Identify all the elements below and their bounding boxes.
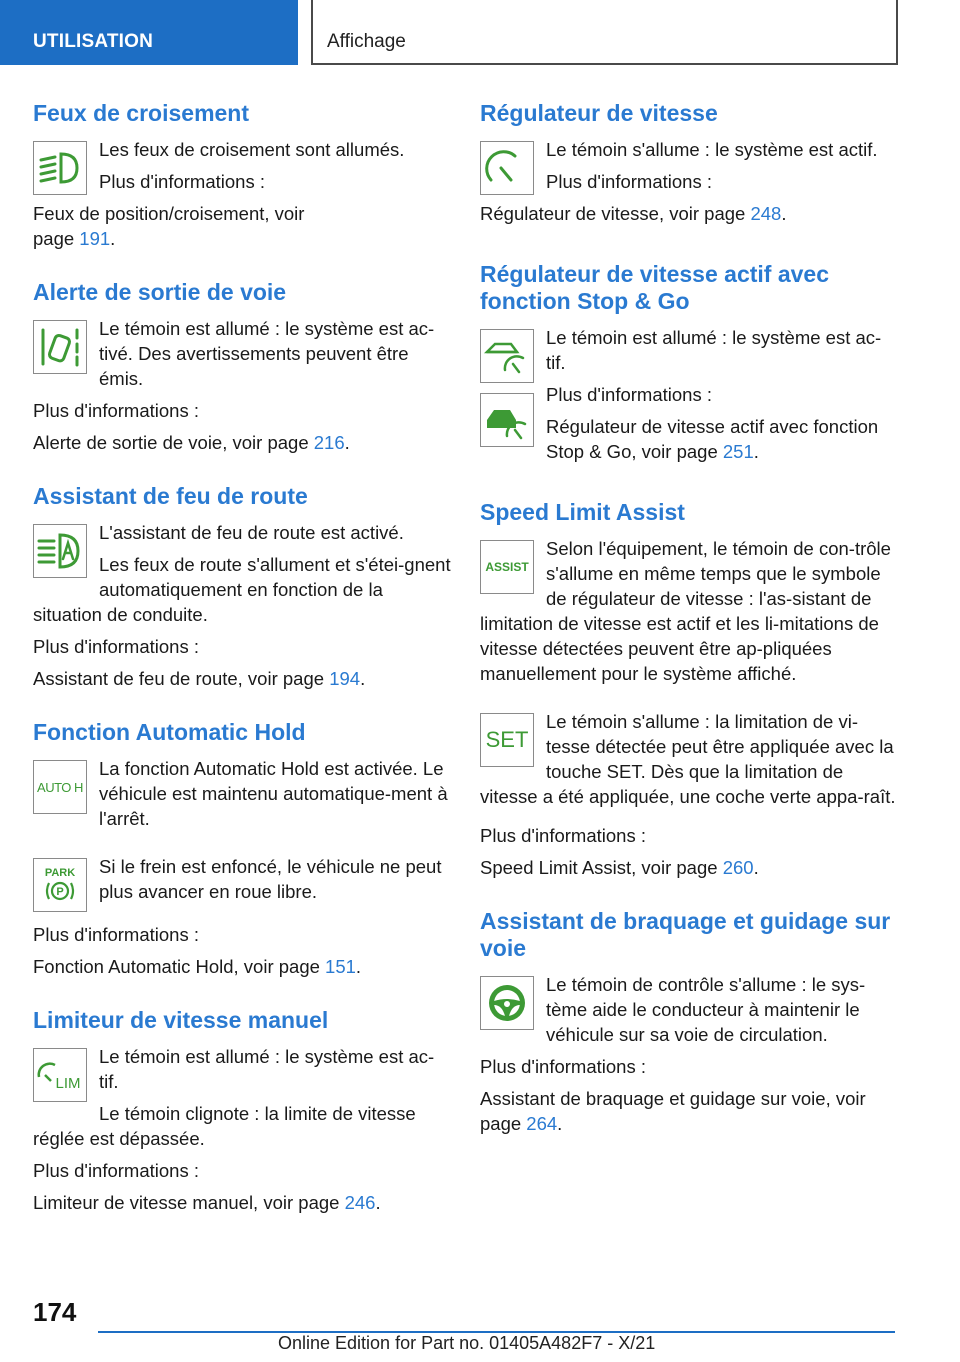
lane-departure-icon: [33, 320, 87, 374]
edition-note: Online Edition for Part no. 01405A482F7 - X/21: [278, 1333, 656, 1353]
auto-hold-icon-text: AUTO H: [37, 779, 83, 795]
auto-hold-icon: [33, 760, 87, 814]
paragraph: Le témoin de contrôle s'allume : le sys-tème aide le conducteur à maintenir le véhicule sur sa voie de circulation.: [546, 974, 866, 1045]
section-acc-stop-go: [480, 261, 898, 471]
paragraph: Plus d'informations :: [546, 384, 712, 405]
section-title: Régulateur de vitesse: [480, 100, 718, 126]
page-link[interactable]: 248: [750, 203, 782, 224]
section-title: Feux de croisement: [33, 100, 250, 126]
reference-text: page: [33, 228, 80, 249]
paragraph: Plus d'informations :: [480, 825, 646, 846]
reference-text: Régulateur de vitesse, voir page: [480, 203, 751, 224]
section-title: Fonction Automatic Hold: [33, 719, 306, 745]
reference-text: Alerte de sortie de voie, voir page: [33, 432, 314, 453]
page-link[interactable]: 194: [329, 668, 361, 689]
reference-text: Régulateur de vitesse actif avec fonction Stop & Go, voir page: [546, 416, 879, 462]
set-icon: [480, 713, 534, 767]
park-icon-text: PARK: [44, 867, 76, 879]
section-lane-departure: [33, 279, 451, 455]
acc-vehicle-detected-icon: [480, 393, 534, 447]
paragraph: La fonction Automatic Hold est activée. Le véhicule est maintenu automatique-ment à l'arrêt.: [99, 758, 448, 829]
low-beam-icon: [33, 141, 87, 195]
acc-icon: [480, 329, 534, 383]
entry: [33, 854, 451, 912]
reference-paragraph: page 191.: [33, 228, 116, 249]
paragraph: Plus d'informations :: [546, 171, 712, 192]
entry: [480, 709, 898, 816]
section-title: Alerte de sortie de voie: [33, 279, 287, 305]
paragraph: Selon l'équipement, le témoin de con-trôle s'allume en même temps que le symbole de régulateur de vitesse : l'as-sistant de limitation de vitesse est actif et les li-mitations de vitesse détectées peuvent être ap-pliquées manuellement pour le système affiché.: [480, 538, 891, 684]
cruise-control-icon: [480, 141, 534, 195]
speed-limiter-icon: [33, 1048, 87, 1102]
entry: [480, 325, 898, 471]
reference-paragraph: Speed Limit Assist, voir page 260.: [480, 857, 759, 878]
entry: [33, 137, 451, 226]
paragraph: Plus d'informations :: [33, 400, 199, 421]
topic-title: Affichage: [327, 31, 406, 52]
paragraph: Le témoin clignote : la limite de vitesse réglée est dépassée.: [33, 1103, 416, 1149]
entry: [480, 536, 898, 693]
paragraph: Les feux de route s'allument et s'étei-gnent automatiquement en fonction de la situation de conduite.: [33, 554, 451, 625]
park-brake-icon: [33, 858, 87, 912]
section-title: Assistant de feu de route: [33, 483, 308, 509]
entry: [33, 520, 451, 634]
section-title: Limiteur de vitesse manuel: [33, 1007, 329, 1033]
svg-text:P: P: [56, 886, 64, 898]
page-number: 174: [33, 1297, 77, 1327]
paragraph: Plus d'informations :: [33, 636, 199, 657]
set-icon-text: SET: [485, 727, 529, 752]
page-link[interactable]: 151: [325, 956, 356, 977]
section-low-beam: [33, 100, 451, 251]
section-cruise-control: [480, 100, 898, 233]
reference-paragraph: Limiteur de vitesse manuel, voir page 246.: [33, 1192, 381, 1213]
section-title: Régulateur de vitesse actif avec fonction Stop & Go: [480, 261, 829, 314]
section-speed-limit-assist: [480, 499, 898, 880]
assist-icon-text: ASSIST: [485, 560, 529, 574]
section-steering-assist: [480, 908, 898, 1136]
icon-stack: [480, 325, 534, 447]
paragraph: Le témoin s'allume : le système est actif.: [546, 139, 878, 160]
steering-wheel-icon: [480, 976, 534, 1030]
chapter-title: UTILISATION: [33, 31, 154, 52]
section-speed-limiter: [33, 1007, 451, 1215]
reference-text: Assistant de braquage et guidage sur voie, voir page: [480, 1088, 866, 1134]
paragraph: Le témoin est allumé : le système est ac-tif.: [546, 327, 882, 373]
assist-icon: [480, 540, 534, 594]
page-link[interactable]: 216: [313, 432, 345, 453]
page-link[interactable]: 191: [79, 228, 111, 249]
paragraph: Les feux de croisement sont allumés.: [99, 139, 405, 160]
chapter-tab: [0, 0, 298, 65]
right-column: [480, 100, 898, 1164]
left-column: [33, 100, 451, 1243]
paragraph: Feux de position/croisement, voir: [33, 203, 305, 224]
paragraph: Plus d'informations :: [33, 924, 199, 945]
paragraph: Si le frein est enfoncé, le véhicule ne peut plus avancer en roue libre.: [99, 856, 442, 902]
high-beam-assistant-icon: [33, 524, 87, 578]
paragraph: Le témoin est allumé : le système est ac-tivé. Des avertissements peuvent être émis.: [99, 318, 435, 389]
entry: [33, 1044, 451, 1151]
entry: [33, 316, 451, 398]
reference-text: Fonction Automatic Hold, voir page: [33, 956, 326, 977]
reference-paragraph: Régulateur de vitesse actif avec fonction Stop & Go, voir page 251.: [546, 416, 879, 462]
reference-paragraph: Assistant de braquage et guidage sur voie, voir page 264.: [480, 1088, 866, 1134]
page-link[interactable]: 251: [722, 441, 754, 462]
reference-paragraph: Alerte de sortie de voie, voir page 216.: [33, 432, 350, 453]
paragraph: Plus d'informations :: [99, 171, 265, 192]
paragraph: Le témoin est allumé : le système est ac-tif.: [99, 1046, 435, 1092]
reference-text: Limiteur de vitesse manuel, voir page: [33, 1192, 345, 1213]
section-title: Speed Limit Assist: [480, 499, 685, 525]
entry: [480, 972, 898, 1054]
reference-paragraph: Assistant de feu de route, voir page 194.: [33, 668, 366, 689]
lim-icon-text: LIM: [55, 1075, 81, 1092]
paragraph: L'assistant de feu de route est activé.: [99, 522, 404, 543]
reference-text: Assistant de feu de route, voir page: [33, 668, 330, 689]
page-link[interactable]: 260: [722, 857, 754, 878]
reference-paragraph: Fonction Automatic Hold, voir page 151.: [33, 956, 362, 977]
paragraph: Plus d'informations :: [33, 1160, 199, 1181]
section-high-beam: [33, 483, 451, 691]
page-link[interactable]: 264: [526, 1113, 558, 1134]
section-auto-hold: [33, 719, 451, 979]
section-title: Assistant de braquage et guidage sur voie: [480, 908, 891, 961]
reference-paragraph: Régulateur de vitesse, voir page 248.: [480, 203, 787, 224]
paragraph: Plus d'informations :: [480, 1056, 646, 1077]
page-link[interactable]: 246: [344, 1192, 376, 1213]
topic-box: [311, 0, 898, 65]
paragraph: Le témoin s'allume : la limitation de vi-tesse détectée peut être appliquée avec la touche SET. Dès que la limitation de vitesse a été appliquée, une coche verte appa-raît.: [480, 711, 896, 807]
entry: [480, 137, 898, 233]
entry: [33, 756, 451, 838]
reference-text: Speed Limit Assist, voir page: [480, 857, 723, 878]
